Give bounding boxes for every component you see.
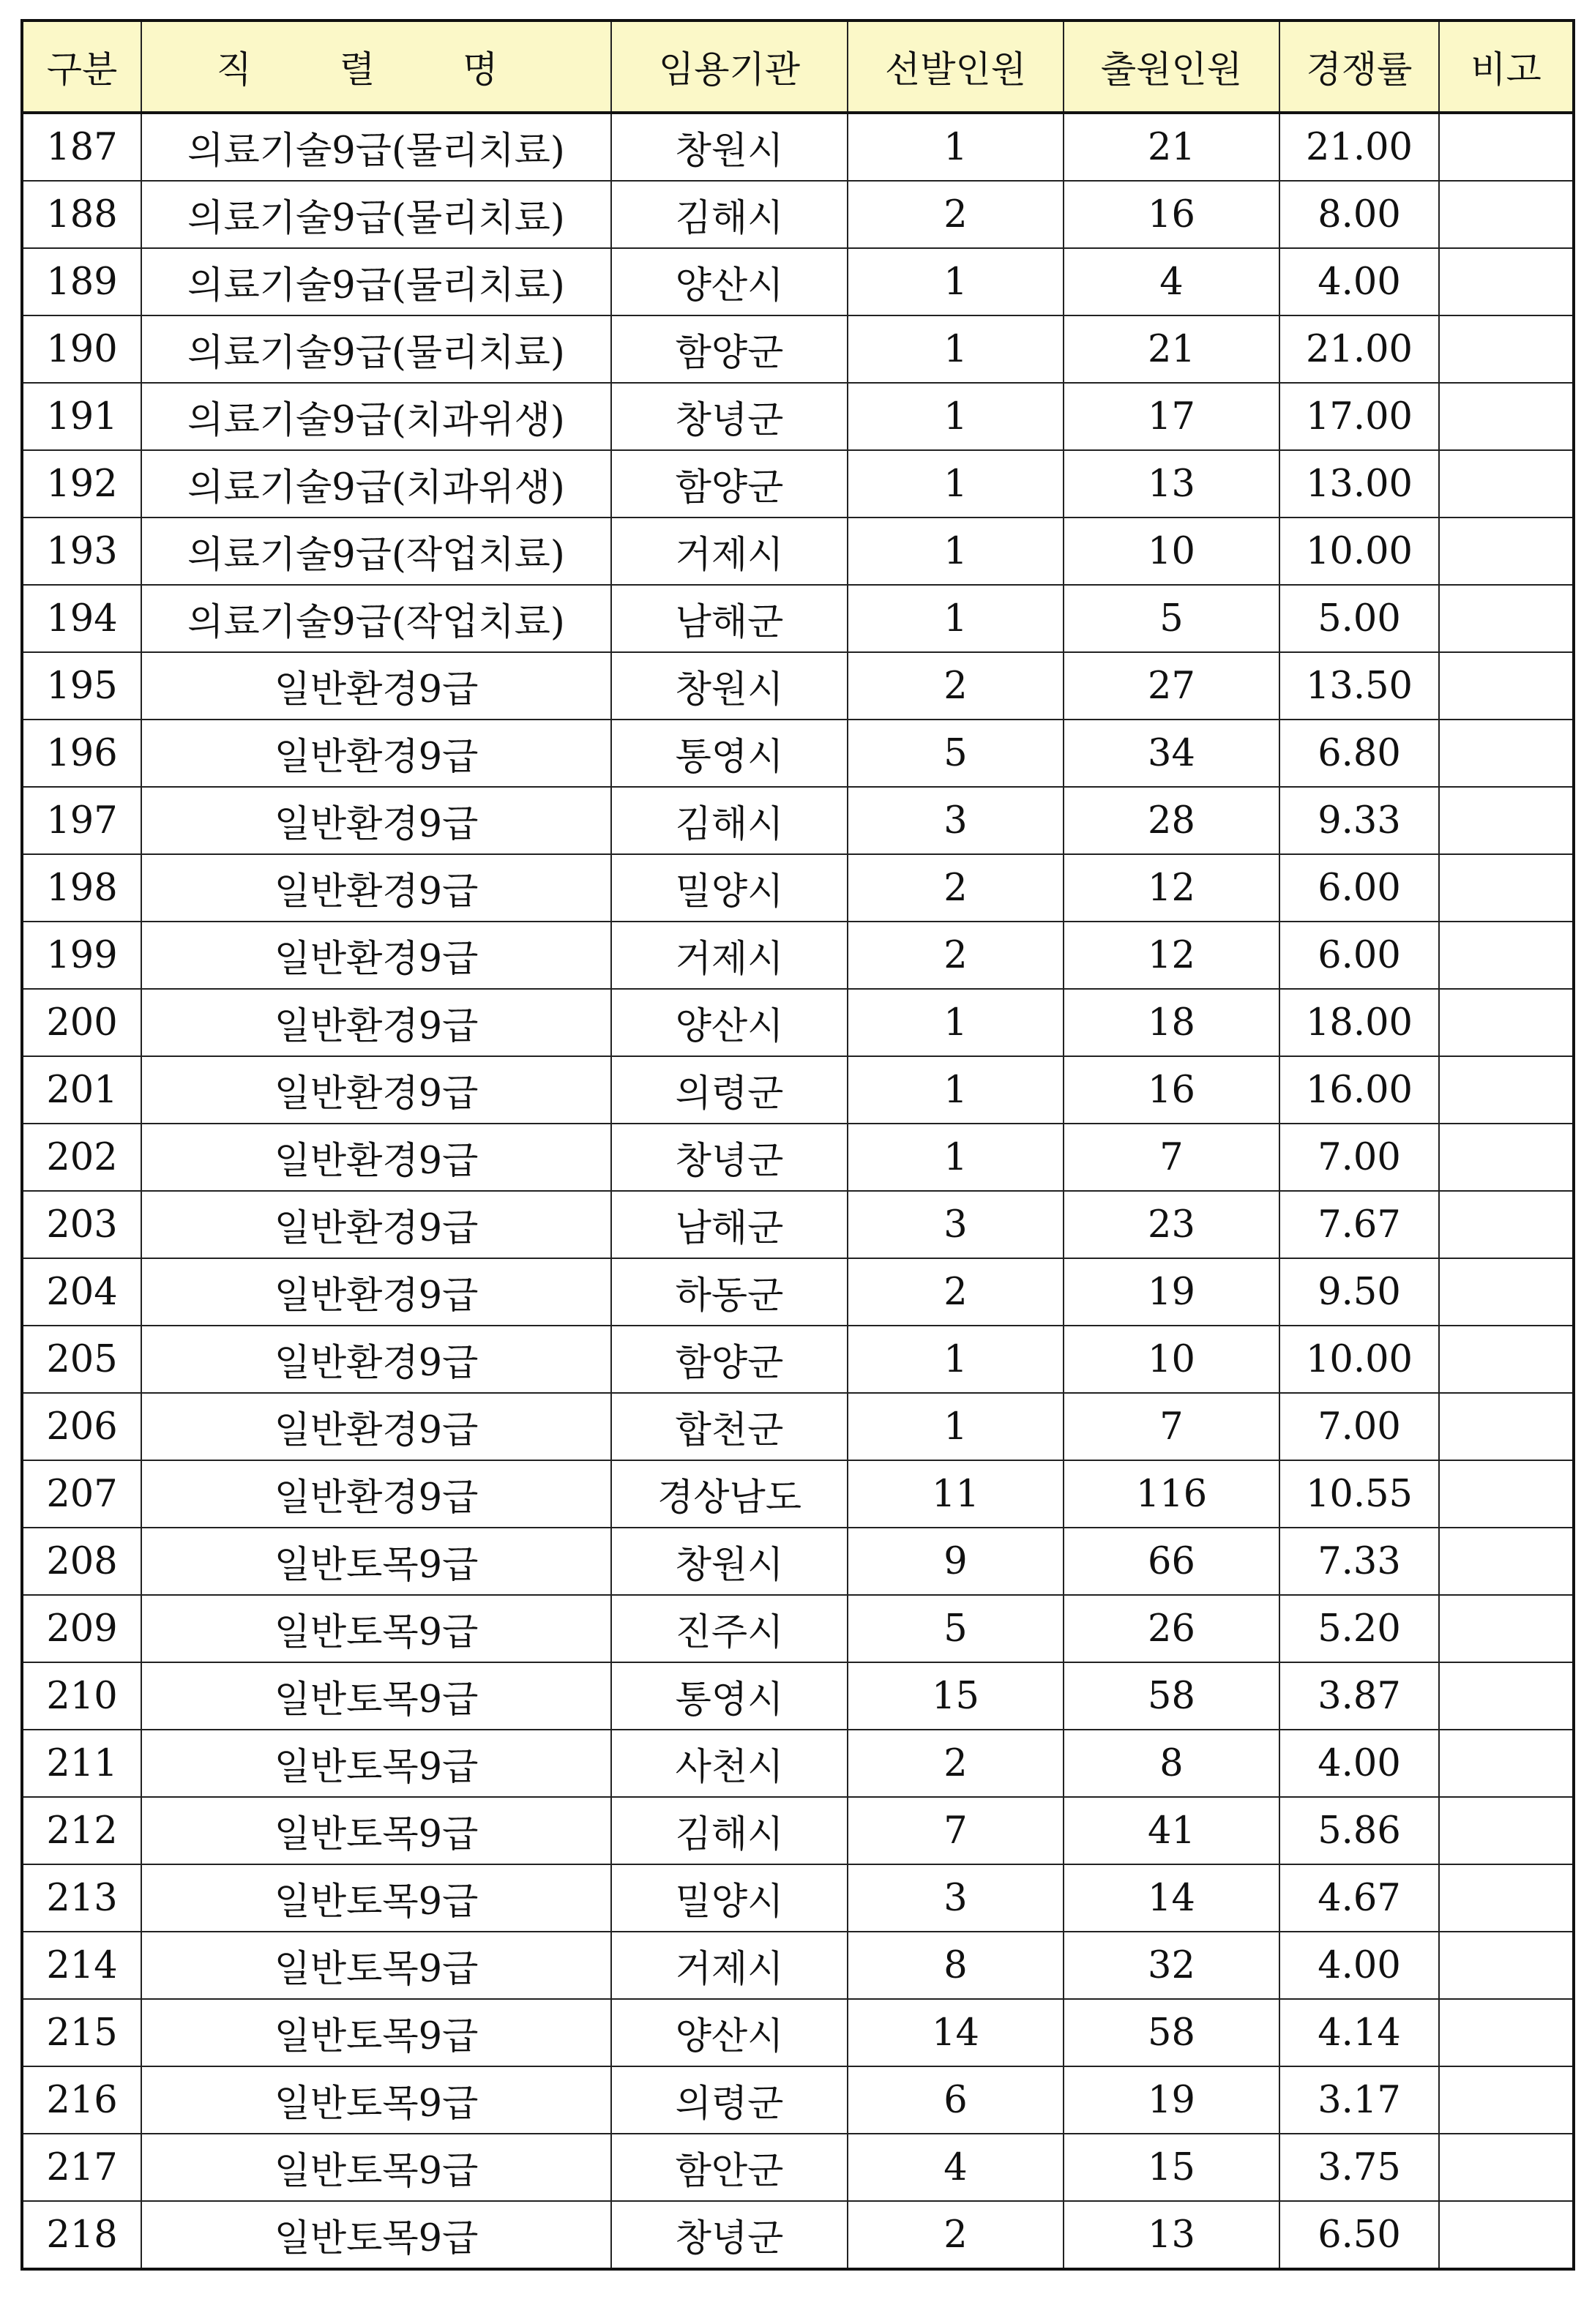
cell-competition-ratio: 7.33 [1279,1528,1439,1595]
table-row [22,1595,1574,1662]
cell-selected-count: 1 [848,989,1064,1056]
cell-competition-ratio: 6.50 [1279,2201,1439,2269]
table-row [22,2201,1574,2269]
table-row [22,1191,1574,1258]
cell-number: 215 [22,1999,141,2066]
cell-note [1439,2066,1574,2134]
cell-note [1439,1864,1574,1932]
table-row [22,720,1574,787]
cell-series-name: 일반환경9급 [141,720,611,787]
cell-selected-count: 3 [848,1191,1064,1258]
table-row [22,652,1574,720]
cell-applicant-count: 5 [1064,585,1279,652]
cell-note [1439,2201,1574,2269]
table-row [22,854,1574,922]
cell-series-name: 일반환경9급 [141,1056,611,1124]
cell-note [1439,1932,1574,1999]
cell-note [1439,113,1574,181]
cell-number: 193 [22,518,141,585]
cell-number: 217 [22,2134,141,2201]
cell-applicant-count: 116 [1064,1460,1279,1528]
cell-competition-ratio: 4.00 [1279,1932,1439,1999]
cell-series-name: 일반환경9급 [141,787,611,854]
cell-series-name: 일반토목9급 [141,1528,611,1595]
cell-agency: 함양군 [611,315,848,383]
cell-agency: 창녕군 [611,1124,848,1191]
cell-number: 218 [22,2201,141,2269]
cell-note [1439,1258,1574,1326]
cell-applicant-count: 27 [1064,652,1279,720]
cell-number: 216 [22,2066,141,2134]
table-row [22,989,1574,1056]
cell-agency: 김해시 [611,787,848,854]
cell-series-name: 의료기술9급(작업치료) [141,585,611,652]
cell-agency: 양산시 [611,989,848,1056]
cell-selected-count: 15 [848,1662,1064,1730]
cell-selected-count: 1 [848,450,1064,518]
cell-agency: 거제시 [611,1932,848,1999]
cell-series-name: 의료기술9급(작업치료) [141,518,611,585]
cell-agency: 하동군 [611,1258,848,1326]
cell-selected-count: 2 [848,1258,1064,1326]
cell-agency: 의령군 [611,2066,848,2134]
cell-competition-ratio: 4.67 [1279,1864,1439,1932]
cell-note [1439,787,1574,854]
cell-note [1439,1124,1574,1191]
cell-competition-ratio: 6.00 [1279,854,1439,922]
cell-agency: 양산시 [611,248,848,315]
cell-selected-count: 9 [848,1528,1064,1595]
cell-competition-ratio: 13.50 [1279,652,1439,720]
cell-agency: 창녕군 [611,2201,848,2269]
table-row [22,113,1574,181]
cell-series-name: 일반환경9급 [141,1460,611,1528]
table-row [22,1460,1574,1528]
cell-series-name: 일반토목9급 [141,1797,611,1864]
cell-series-name: 일반환경9급 [141,652,611,720]
table-row [22,1999,1574,2066]
cell-note [1439,1797,1574,1864]
cell-number: 213 [22,1864,141,1932]
cell-series-name: 일반토목9급 [141,1662,611,1730]
cell-number: 188 [22,181,141,248]
cell-note [1439,450,1574,518]
cell-agency: 밀양시 [611,854,848,922]
cell-number: 206 [22,1393,141,1460]
cell-note [1439,1191,1574,1258]
cell-agency: 함양군 [611,450,848,518]
cell-selected-count: 6 [848,2066,1064,2134]
cell-number: 208 [22,1528,141,1595]
cell-note [1439,1662,1574,1730]
table-row [22,181,1574,248]
cell-selected-count: 1 [848,383,1064,450]
cell-agency: 창원시 [611,652,848,720]
cell-selected-count: 5 [848,720,1064,787]
cell-agency: 창원시 [611,113,848,181]
table-row [22,1864,1574,1932]
cell-applicant-count: 12 [1064,922,1279,989]
cell-agency: 합천군 [611,1393,848,1460]
cell-number: 211 [22,1730,141,1797]
cell-number: 198 [22,854,141,922]
cell-note [1439,1056,1574,1124]
cell-agency: 통영시 [611,720,848,787]
cell-agency: 함안군 [611,2134,848,2201]
cell-number: 196 [22,720,141,787]
table-row [22,1258,1574,1326]
cell-applicant-count: 32 [1064,1932,1279,1999]
cell-agency: 진주시 [611,1595,848,1662]
cell-agency: 남해군 [611,1191,848,1258]
cell-competition-ratio: 4.00 [1279,248,1439,315]
cell-note [1439,854,1574,922]
cell-agency: 경상남도 [611,1460,848,1528]
cell-number: 204 [22,1258,141,1326]
cell-competition-ratio: 21.00 [1279,315,1439,383]
cell-applicant-count: 15 [1064,2134,1279,2201]
cell-applicant-count: 12 [1064,854,1279,922]
cell-agency: 의령군 [611,1056,848,1124]
cell-competition-ratio: 9.33 [1279,787,1439,854]
cell-selected-count: 1 [848,1326,1064,1393]
cell-agency: 통영시 [611,1662,848,1730]
cell-series-name: 일반토목9급 [141,2134,611,2201]
cell-competition-ratio: 10.00 [1279,518,1439,585]
cell-selected-count: 2 [848,652,1064,720]
cell-applicant-count: 66 [1064,1528,1279,1595]
table-row [22,1056,1574,1124]
cell-agency: 거제시 [611,922,848,989]
cell-competition-ratio: 9.50 [1279,1258,1439,1326]
table-row [22,1932,1574,1999]
cell-competition-ratio: 21.00 [1279,113,1439,181]
cell-competition-ratio: 3.17 [1279,2066,1439,2134]
cell-competition-ratio: 16.00 [1279,1056,1439,1124]
cell-applicant-count: 19 [1064,1258,1279,1326]
cell-series-name: 일반토목9급 [141,1932,611,1999]
cell-number: 195 [22,652,141,720]
cell-competition-ratio: 6.00 [1279,922,1439,989]
table-row [22,248,1574,315]
cell-number: 191 [22,383,141,450]
cell-note [1439,181,1574,248]
cell-applicant-count: 19 [1064,2066,1279,2134]
cell-applicant-count: 21 [1064,113,1279,181]
cell-agency: 창원시 [611,1528,848,1595]
cell-series-name: 의료기술9급(물리치료) [141,248,611,315]
cell-agency: 밀양시 [611,1864,848,1932]
header-competition-ratio: 경쟁률 [1279,20,1439,113]
cell-selected-count: 3 [848,1864,1064,1932]
cell-applicant-count: 21 [1064,315,1279,383]
cell-competition-ratio: 8.00 [1279,181,1439,248]
cell-applicant-count: 10 [1064,518,1279,585]
cell-number: 202 [22,1124,141,1191]
cell-series-name: 의료기술9급(물리치료) [141,315,611,383]
cell-number: 205 [22,1326,141,1393]
header-series-name: 직 렬 명 [141,20,611,113]
cell-series-name: 일반환경9급 [141,922,611,989]
header-selected-count: 선발인원 [848,20,1064,113]
header-agency: 임용기관 [611,20,848,113]
cell-note [1439,720,1574,787]
cell-series-name: 일반토목9급 [141,1999,611,2066]
cell-note [1439,2134,1574,2201]
cell-number: 207 [22,1460,141,1528]
cell-series-name: 의료기술9급(치과위생) [141,383,611,450]
cell-applicant-count: 8 [1064,1730,1279,1797]
cell-selected-count: 8 [848,1932,1064,1999]
cell-agency: 함양군 [611,1326,848,1393]
cell-selected-count: 7 [848,1797,1064,1864]
cell-series-name: 의료기술9급(물리치료) [141,181,611,248]
cell-selected-count: 1 [848,585,1064,652]
cell-note [1439,248,1574,315]
cell-note [1439,1595,1574,1662]
cell-selected-count: 1 [848,1056,1064,1124]
header-row [22,20,1574,113]
cell-note [1439,585,1574,652]
cell-applicant-count: 16 [1064,1056,1279,1124]
cell-selected-count: 2 [848,1730,1064,1797]
table-row [22,1124,1574,1191]
cell-applicant-count: 58 [1064,1662,1279,1730]
cell-note [1439,518,1574,585]
table-row [22,1797,1574,1864]
cell-applicant-count: 4 [1064,248,1279,315]
cell-agency: 거제시 [611,518,848,585]
header-number: 구분 [22,20,141,113]
cell-number: 210 [22,1662,141,1730]
cell-competition-ratio: 5.20 [1279,1595,1439,1662]
cell-applicant-count: 18 [1064,989,1279,1056]
cell-note [1439,652,1574,720]
cell-selected-count: 2 [848,922,1064,989]
cell-note [1439,1730,1574,1797]
table-body [22,113,1574,2269]
cell-selected-count: 1 [848,518,1064,585]
table-row [22,518,1574,585]
cell-number: 200 [22,989,141,1056]
cell-agency: 김해시 [611,1797,848,1864]
cell-series-name: 일반토목9급 [141,1864,611,1932]
cell-note [1439,383,1574,450]
table-header [22,20,1574,113]
cell-selected-count: 1 [848,1124,1064,1191]
cell-competition-ratio: 18.00 [1279,989,1439,1056]
table-row [22,1393,1574,1460]
cell-selected-count: 5 [848,1595,1064,1662]
cell-applicant-count: 16 [1064,181,1279,248]
cell-competition-ratio: 10.55 [1279,1460,1439,1528]
cell-competition-ratio: 4.00 [1279,1730,1439,1797]
cell-note [1439,1393,1574,1460]
cell-number: 189 [22,248,141,315]
cell-series-name: 일반환경9급 [141,1326,611,1393]
cell-selected-count: 4 [848,2134,1064,2201]
cell-number: 201 [22,1056,141,1124]
cell-number: 192 [22,450,141,518]
cell-number: 203 [22,1191,141,1258]
table-row [22,383,1574,450]
cell-selected-count: 3 [848,787,1064,854]
cell-competition-ratio: 6.80 [1279,720,1439,787]
cell-agency: 양산시 [611,1999,848,2066]
table-row [22,1528,1574,1595]
cell-selected-count: 2 [848,2201,1064,2269]
cell-number: 187 [22,113,141,181]
cell-series-name: 일반토목9급 [141,1730,611,1797]
cell-agency: 김해시 [611,181,848,248]
cell-agency: 남해군 [611,585,848,652]
cell-selected-count: 2 [848,181,1064,248]
cell-series-name: 일반토목9급 [141,1595,611,1662]
table-row [22,1662,1574,1730]
cell-note [1439,1528,1574,1595]
cell-number: 212 [22,1797,141,1864]
cell-competition-ratio: 10.00 [1279,1326,1439,1393]
table-row [22,585,1574,652]
cell-agency: 창녕군 [611,383,848,450]
cell-agency: 사천시 [611,1730,848,1797]
cell-note [1439,989,1574,1056]
cell-competition-ratio: 13.00 [1279,450,1439,518]
cell-series-name: 일반환경9급 [141,854,611,922]
cell-selected-count: 2 [848,854,1064,922]
cell-selected-count: 1 [848,113,1064,181]
cell-number: 209 [22,1595,141,1662]
cell-selected-count: 1 [848,1393,1064,1460]
table-row [22,2066,1574,2134]
cell-applicant-count: 28 [1064,787,1279,854]
header-applicant-count: 출원인원 [1064,20,1279,113]
cell-competition-ratio: 7.00 [1279,1124,1439,1191]
cell-competition-ratio: 5.86 [1279,1797,1439,1864]
cell-applicant-count: 58 [1064,1999,1279,2066]
cell-applicant-count: 10 [1064,1326,1279,1393]
table-row [22,2134,1574,2201]
cell-competition-ratio: 4.14 [1279,1999,1439,2066]
cell-number: 199 [22,922,141,989]
table-row [22,1326,1574,1393]
cell-series-name: 일반환경9급 [141,1124,611,1191]
cell-series-name: 일반토목9급 [141,2066,611,2134]
cell-applicant-count: 13 [1064,450,1279,518]
cell-series-name: 일반토목9급 [141,2201,611,2269]
cell-selected-count: 1 [848,315,1064,383]
cell-note [1439,1999,1574,2066]
cell-series-name: 일반환경9급 [141,1393,611,1460]
cell-applicant-count: 7 [1064,1393,1279,1460]
table-row [22,315,1574,383]
cell-competition-ratio: 5.00 [1279,585,1439,652]
cell-applicant-count: 14 [1064,1864,1279,1932]
cell-competition-ratio: 17.00 [1279,383,1439,450]
cell-competition-ratio: 7.67 [1279,1191,1439,1258]
cell-note [1439,1460,1574,1528]
cell-selected-count: 1 [848,248,1064,315]
cell-competition-ratio: 3.87 [1279,1662,1439,1730]
cell-number: 194 [22,585,141,652]
cell-series-name: 일반환경9급 [141,1258,611,1326]
cell-selected-count: 11 [848,1460,1064,1528]
cell-applicant-count: 7 [1064,1124,1279,1191]
cell-competition-ratio: 3.75 [1279,2134,1439,2201]
cell-applicant-count: 41 [1064,1797,1279,1864]
competition-ratio-table [20,19,1575,2271]
cell-applicant-count: 17 [1064,383,1279,450]
cell-applicant-count: 13 [1064,2201,1279,2269]
table-row [22,787,1574,854]
cell-competition-ratio: 7.00 [1279,1393,1439,1460]
cell-selected-count: 14 [848,1999,1064,2066]
cell-series-name: 의료기술9급(치과위생) [141,450,611,518]
cell-series-name: 의료기술9급(물리치료) [141,113,611,181]
cell-series-name: 일반환경9급 [141,1191,611,1258]
cell-applicant-count: 34 [1064,720,1279,787]
cell-number: 190 [22,315,141,383]
cell-note [1439,315,1574,383]
cell-number: 214 [22,1932,141,1999]
table-row [22,922,1574,989]
cell-applicant-count: 26 [1064,1595,1279,1662]
cell-note [1439,922,1574,989]
header-note: 비고 [1439,20,1574,113]
table-row [22,450,1574,518]
cell-applicant-count: 23 [1064,1191,1279,1258]
cell-number: 197 [22,787,141,854]
cell-note [1439,1326,1574,1393]
table-row [22,1730,1574,1797]
cell-series-name: 일반환경9급 [141,989,611,1056]
